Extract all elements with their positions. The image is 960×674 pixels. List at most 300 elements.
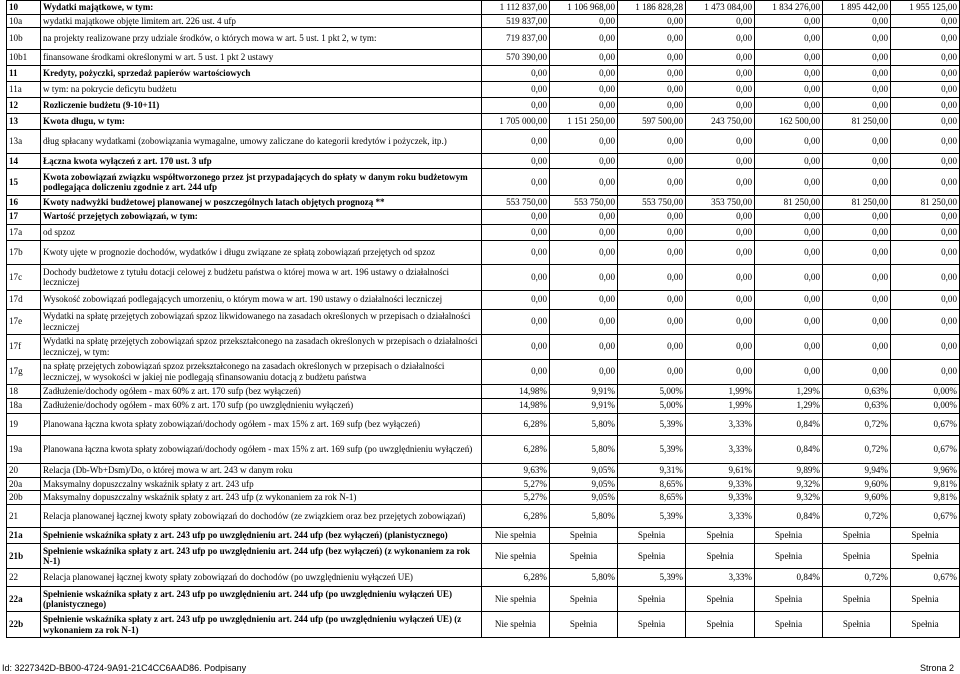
value-cell: 0,00 <box>482 98 550 114</box>
value-cell: 0,00 <box>550 154 618 169</box>
value-cell: 0,00 <box>823 359 891 384</box>
row-description: Wydatki na spłatę przejętych zobowiązań spzoz przekształconego na zasadach określonych w przepisach o działalności leczniczej, w tym: <box>41 334 482 359</box>
value-cell: 0,00 <box>686 130 755 154</box>
row-number: 19a <box>7 435 41 463</box>
value-cell: 9,60% <box>823 477 891 491</box>
value-cell: 0,00 <box>550 309 618 334</box>
value-cell: 9,96% <box>891 463 960 477</box>
value-cell: 0,00 <box>891 264 960 290</box>
value-cell: Spełnia <box>891 587 960 612</box>
value-cell: 0,00 <box>550 98 618 114</box>
value-cell: 553 750,00 <box>482 196 550 210</box>
table-row <box>7 264 960 290</box>
value-cell: 0,00 <box>482 224 550 240</box>
row-description: Relacja (Db-Wb+Dsm)/Do, o której mowa w art. 243 w danym roku <box>41 463 482 477</box>
value-cell: 0,00 <box>550 66 618 82</box>
value-cell: 0,00 <box>482 169 550 196</box>
row-number: 13 <box>7 114 41 130</box>
row-number: 20b <box>7 491 41 505</box>
value-cell: 0,00 <box>823 224 891 240</box>
value-cell: 0,00 <box>482 209 550 224</box>
value-cell: 0,00 <box>686 359 755 384</box>
value-cell: 9,05% <box>550 491 618 505</box>
value-cell: 0,00 <box>891 209 960 224</box>
value-cell: 0,00 <box>755 359 823 384</box>
value-cell: 0,00 <box>618 264 686 290</box>
value-cell: 0,00 <box>550 82 618 98</box>
value-cell: 0,00 <box>891 224 960 240</box>
value-cell: Spełnia <box>891 612 960 638</box>
row-number: 10 <box>7 1 41 15</box>
table-row <box>7 66 960 82</box>
value-cell: 0,00 <box>891 359 960 384</box>
value-cell: 0,72% <box>823 413 891 435</box>
value-cell: 0,00 <box>550 28 618 50</box>
table-row <box>7 240 960 264</box>
table-row <box>7 309 960 334</box>
value-cell: 5,27% <box>482 477 550 491</box>
document-id-footer: Id: 3227342D-BB00-4724-9A91-21C4CC6AAD86. Podpisany <box>2 663 247 673</box>
value-cell: Spełnia <box>618 528 686 544</box>
value-cell: 0,00 <box>755 50 823 66</box>
value-cell: 553 750,00 <box>550 196 618 210</box>
value-cell: 6,28% <box>482 435 550 463</box>
value-cell: 0,00 <box>823 130 891 154</box>
table-row <box>7 209 960 224</box>
value-cell: 81 250,00 <box>823 196 891 210</box>
value-cell: 1 151 250,00 <box>550 114 618 130</box>
row-description: Spełnienie wskaźnika spłaty z art. 243 ufp po uwzględnieniu art. 244 ufp (po uwzględnieniu wyłączeń UE) (z wykonaniem za rok N-1) <box>41 612 482 638</box>
table-row <box>7 587 960 612</box>
value-cell: 1 895 442,00 <box>823 1 891 15</box>
value-cell: 0,00 <box>755 290 823 309</box>
value-cell: 0,84% <box>755 413 823 435</box>
value-cell: 0,00 <box>618 209 686 224</box>
row-description: Spełnienie wskaźnika spłaty z art. 243 ufp po uwzględnieniu art. 244 ufp (po uwzględnieniu wyłączeń UE) (planistycznego) <box>41 587 482 612</box>
value-cell: 597 500,00 <box>618 114 686 130</box>
value-cell: 0,00 <box>686 290 755 309</box>
value-cell: Spełnia <box>891 544 960 569</box>
value-cell: 0,63% <box>823 398 891 413</box>
row-number: 17f <box>7 334 41 359</box>
value-cell: Spełnia <box>686 528 755 544</box>
value-cell: 570 390,00 <box>482 50 550 66</box>
row-description: w tym: na pokrycie deficytu budżetu <box>41 82 482 98</box>
value-cell: 1,99% <box>686 398 755 413</box>
value-cell: 0,00 <box>686 224 755 240</box>
value-cell: 0,00 <box>823 98 891 114</box>
value-cell: 0,84% <box>755 569 823 587</box>
value-cell: Spełnia <box>686 612 755 638</box>
value-cell: 0,00 <box>686 98 755 114</box>
value-cell: 0,00 <box>891 98 960 114</box>
value-cell: 0,00 <box>686 264 755 290</box>
value-cell: 0,00 <box>482 309 550 334</box>
value-cell: 0,84% <box>755 435 823 463</box>
value-cell: 0,00 <box>686 334 755 359</box>
value-cell: 0,00 <box>482 290 550 309</box>
value-cell: 1,99% <box>686 384 755 398</box>
row-description: Łączna kwota wyłączeń z art. 170 ust. 3 ufp <box>41 154 482 169</box>
row-description: wydatki majątkowe objęte limitem art. 226 ust. 4 ufp <box>41 14 482 28</box>
row-number: 20 <box>7 463 41 477</box>
value-cell: 9,32% <box>755 477 823 491</box>
row-number: 22 <box>7 569 41 587</box>
value-cell: 0,00 <box>823 290 891 309</box>
value-cell: 0,67% <box>891 435 960 463</box>
row-number: 19 <box>7 413 41 435</box>
table-row <box>7 98 960 114</box>
row-number: 12 <box>7 98 41 114</box>
value-cell: 0,00 <box>686 169 755 196</box>
value-cell: 0,00 <box>755 209 823 224</box>
value-cell: 0,00 <box>755 98 823 114</box>
value-cell: 0,00 <box>482 334 550 359</box>
row-number: 20a <box>7 477 41 491</box>
value-cell: 9,05% <box>550 477 618 491</box>
value-cell: Spełnia <box>755 544 823 569</box>
value-cell: 0,00 <box>618 82 686 98</box>
table-row <box>7 398 960 413</box>
value-cell: Spełnia <box>891 528 960 544</box>
row-description: Maksymalny dopuszczalny wskaźnik spłaty z art. 243 ufp <box>41 477 482 491</box>
value-cell: 0,00 <box>482 66 550 82</box>
value-cell: 0,00 <box>618 50 686 66</box>
value-cell: 9,60% <box>823 491 891 505</box>
value-cell: 0,00 <box>755 28 823 50</box>
value-cell: 81 250,00 <box>755 196 823 210</box>
value-cell: 9,81% <box>891 491 960 505</box>
row-description: finansowane środkami określonymi w art. 5 ust. 1 pkt 2 ustawy <box>41 50 482 66</box>
value-cell: 353 750,00 <box>686 196 755 210</box>
row-number: 17d <box>7 290 41 309</box>
value-cell: 0,00 <box>755 264 823 290</box>
table-row <box>7 50 960 66</box>
value-cell: 1 112 837,00 <box>482 1 550 15</box>
value-cell: 0,67% <box>891 505 960 528</box>
value-cell: Nie spełnia <box>482 528 550 544</box>
value-cell: 0,00 <box>823 66 891 82</box>
value-cell: 0,00 <box>482 264 550 290</box>
value-cell: 0,00 <box>686 66 755 82</box>
row-description: Kwota długu, w tym: <box>41 114 482 130</box>
financial-forecast-table <box>6 0 960 638</box>
value-cell: 9,33% <box>686 477 755 491</box>
value-cell: 0,00 <box>550 240 618 264</box>
value-cell: 553 750,00 <box>618 196 686 210</box>
value-cell: 1,29% <box>755 384 823 398</box>
value-cell: 5,80% <box>550 505 618 528</box>
value-cell: 1 705 000,00 <box>482 114 550 130</box>
value-cell: 0,00 <box>618 130 686 154</box>
table-row <box>7 196 960 210</box>
value-cell: 5,39% <box>618 435 686 463</box>
value-cell: 0,00 <box>755 334 823 359</box>
value-cell: 0,00 <box>686 209 755 224</box>
value-cell: 0,00 <box>755 154 823 169</box>
value-cell: 0,00 <box>550 334 618 359</box>
value-cell: 3,33% <box>686 435 755 463</box>
table-row <box>7 359 960 384</box>
value-cell: 0,00 <box>618 290 686 309</box>
row-description: dług spłacany wydatkami (zobowiązania wymagalne, umowy zaliczane do kategorii kredytów i pożyczek, itp.) <box>41 130 482 154</box>
value-cell: 1 955 125,00 <box>891 1 960 15</box>
row-number: 17 <box>7 209 41 224</box>
row-number: 22a <box>7 587 41 612</box>
table-row <box>7 28 960 50</box>
table-row <box>7 154 960 169</box>
table-row <box>7 1 960 15</box>
value-cell: 8,65% <box>618 477 686 491</box>
value-cell: 0,00 <box>755 82 823 98</box>
value-cell: 0,00 <box>891 130 960 154</box>
value-cell: 0,84% <box>755 505 823 528</box>
value-cell: 0,00 <box>891 290 960 309</box>
value-cell: 0,00 <box>482 154 550 169</box>
row-number: 10a <box>7 14 41 28</box>
table-row <box>7 169 960 196</box>
table-row <box>7 82 960 98</box>
row-number: 17a <box>7 224 41 240</box>
row-description: Kredyty, pożyczki, sprzedaż papierów wartościowych <box>41 66 482 82</box>
value-cell: 0,00 <box>891 169 960 196</box>
row-description: Wydatki na spłatę przejętych zobowiązań spzoz likwidowanego na zasadach określonych w przepisach o działalności leczniczej <box>41 309 482 334</box>
row-description: Kwoty ujęte w prognozie dochodów, wydatków i długu związane ze spłatą zobowiązań przejętych od spzoz <box>41 240 482 264</box>
row-number: 17e <box>7 309 41 334</box>
value-cell: 1 473 084,00 <box>686 1 755 15</box>
value-cell: 3,33% <box>686 413 755 435</box>
value-cell: 0,00 <box>891 114 960 130</box>
value-cell: 0,00 <box>686 240 755 264</box>
value-cell: 81 250,00 <box>891 196 960 210</box>
row-number: 14 <box>7 154 41 169</box>
row-number: 21b <box>7 544 41 569</box>
value-cell: 719 837,00 <box>482 28 550 50</box>
table-row <box>7 334 960 359</box>
value-cell: 0,00 <box>686 28 755 50</box>
row-description: Wysokość zobowiązań podlegających umorzeniu, o którym mowa w art. 190 ustawy o działalności leczniczej <box>41 290 482 309</box>
value-cell: 0,72% <box>823 435 891 463</box>
value-cell: 0,00 <box>823 154 891 169</box>
value-cell: 14,98% <box>482 398 550 413</box>
value-cell: 0,00 <box>618 240 686 264</box>
value-cell: 5,00% <box>618 398 686 413</box>
row-description: Planowana łączna kwota spłaty zobowiązań/dochody ogółem - max 15% z art. 169 sufp (bez wyłączeń) <box>41 413 482 435</box>
value-cell: 5,39% <box>618 413 686 435</box>
value-cell: 0,00 <box>823 28 891 50</box>
value-cell: Spełnia <box>823 544 891 569</box>
value-cell: 81 250,00 <box>823 114 891 130</box>
table-row <box>7 413 960 435</box>
value-cell: 0,00 <box>755 224 823 240</box>
value-cell: 0,00 <box>618 154 686 169</box>
value-cell: Spełnia <box>823 612 891 638</box>
table-row <box>7 528 960 544</box>
value-cell: 9,61% <box>686 463 755 477</box>
value-cell: 0,00 <box>755 14 823 28</box>
value-cell: 0,00 <box>891 50 960 66</box>
value-cell: 0,00 <box>823 240 891 264</box>
value-cell: 0,67% <box>891 569 960 587</box>
value-cell: 0,00 <box>823 264 891 290</box>
row-number: 21a <box>7 528 41 544</box>
table-row <box>7 569 960 587</box>
row-number: 16 <box>7 196 41 210</box>
row-number: 18a <box>7 398 41 413</box>
value-cell: 0,00 <box>618 66 686 82</box>
row-number: 21 <box>7 505 41 528</box>
value-cell: 0,00 <box>550 290 618 309</box>
value-cell: 0,00 <box>891 309 960 334</box>
value-cell: 9,91% <box>550 398 618 413</box>
value-cell: Spełnia <box>550 528 618 544</box>
value-cell: 0,00 <box>823 169 891 196</box>
value-cell: 0,72% <box>823 505 891 528</box>
value-cell: 0,00 <box>686 50 755 66</box>
value-cell: 0,00 <box>891 154 960 169</box>
table-body <box>7 1 960 638</box>
value-cell: 0,00 <box>823 209 891 224</box>
value-cell: 0,00 <box>823 14 891 28</box>
row-description: Wydatki majątkowe, w tym: <box>41 1 482 15</box>
row-number: 17g <box>7 359 41 384</box>
value-cell: Spełnia <box>618 587 686 612</box>
value-cell: 0,00 <box>618 98 686 114</box>
value-cell: 0,00 <box>823 50 891 66</box>
table-row <box>7 463 960 477</box>
value-cell: 3,33% <box>686 569 755 587</box>
table-row <box>7 477 960 491</box>
value-cell: 5,39% <box>618 569 686 587</box>
value-cell: 0,00 <box>482 359 550 384</box>
table-row <box>7 612 960 638</box>
value-cell: 0,00 <box>482 130 550 154</box>
value-cell: 0,00 <box>482 82 550 98</box>
value-cell: 9,33% <box>686 491 755 505</box>
row-number: 15 <box>7 169 41 196</box>
table-row <box>7 491 960 505</box>
value-cell: 0,00 <box>823 82 891 98</box>
value-cell: Nie spełnia <box>482 544 550 569</box>
value-cell: 9,31% <box>618 463 686 477</box>
value-cell: 0,67% <box>891 413 960 435</box>
value-cell: 0,00 <box>550 224 618 240</box>
value-cell: Spełnia <box>686 544 755 569</box>
row-number: 11 <box>7 66 41 82</box>
table-row <box>7 544 960 569</box>
value-cell: 9,91% <box>550 384 618 398</box>
row-number: 18 <box>7 384 41 398</box>
table-row <box>7 130 960 154</box>
value-cell: 14,98% <box>482 384 550 398</box>
value-cell: Spełnia <box>686 587 755 612</box>
value-cell: 8,65% <box>618 491 686 505</box>
value-cell: 0,00 <box>891 82 960 98</box>
value-cell: Spełnia <box>550 612 618 638</box>
row-description: Wartość przejętych zobowiązań, w tym: <box>41 209 482 224</box>
table-row <box>7 114 960 130</box>
row-description: Planowana łączna kwota spłaty zobowiązań/dochody ogółem - max 15% z art. 169 sufp (po uwzględnieniu wyłączeń) <box>41 435 482 463</box>
value-cell: 0,00 <box>550 14 618 28</box>
value-cell: 0,00 <box>482 240 550 264</box>
row-description: Maksymalny dopuszczalny wskaźnik spłaty z art. 243 ufp (z wykonaniem za rok N-1) <box>41 491 482 505</box>
value-cell: 9,32% <box>755 491 823 505</box>
table-row <box>7 505 960 528</box>
value-cell: 9,63% <box>482 463 550 477</box>
value-cell: 0,00 <box>618 309 686 334</box>
value-cell: 0,72% <box>823 569 891 587</box>
row-number: 10b1 <box>7 50 41 66</box>
row-description: Zadłużenie/dochody ogółem - max 60% z art. 170 sufp (bez wyłączeń) <box>41 384 482 398</box>
value-cell: 0,00 <box>755 130 823 154</box>
value-cell: 0,00 <box>686 14 755 28</box>
value-cell: Spełnia <box>755 587 823 612</box>
row-number: 22b <box>7 612 41 638</box>
table-row <box>7 290 960 309</box>
value-cell: 0,63% <box>823 384 891 398</box>
value-cell: Spełnia <box>823 587 891 612</box>
value-cell: 0,00 <box>755 66 823 82</box>
row-description: Relacja planowanej łącznej kwoty spłaty zobowiązań do dochodów (ze związkiem oraz bez przejętych zobowiązań) <box>41 505 482 528</box>
row-number: 17c <box>7 264 41 290</box>
value-cell: 5,39% <box>618 505 686 528</box>
value-cell: Nie spełnia <box>482 587 550 612</box>
value-cell: 519 837,00 <box>482 14 550 28</box>
value-cell: Spełnia <box>618 612 686 638</box>
row-number: 13a <box>7 130 41 154</box>
value-cell: 0,00 <box>618 14 686 28</box>
value-cell: 0,00 <box>891 66 960 82</box>
table-row <box>7 384 960 398</box>
value-cell: 0,00 <box>891 240 960 264</box>
value-cell: 0,00 <box>618 28 686 50</box>
row-description: Kwota zobowiązań związku współtworzonego przez jst przypadających do spłaty w danym roku budżetowym podlegająca doliczeniu zgodnie z art. 244 ufp <box>41 169 482 196</box>
value-cell: 0,00 <box>823 309 891 334</box>
value-cell: 6,28% <box>482 413 550 435</box>
value-cell: Spełnia <box>550 544 618 569</box>
value-cell: 5,80% <box>550 435 618 463</box>
value-cell: 5,80% <box>550 413 618 435</box>
value-cell: Spełnia <box>755 612 823 638</box>
row-number: 11a <box>7 82 41 98</box>
value-cell: 1 106 968,00 <box>550 1 618 15</box>
value-cell: 0,00 <box>618 224 686 240</box>
value-cell: 0,00 <box>618 359 686 384</box>
value-cell: Spełnia <box>550 587 618 612</box>
value-cell: 0,00 <box>550 209 618 224</box>
value-cell: 0,00% <box>891 384 960 398</box>
value-cell: 9,94% <box>823 463 891 477</box>
row-description: od spzoz <box>41 224 482 240</box>
value-cell: 0,00 <box>686 309 755 334</box>
value-cell: 9,89% <box>755 463 823 477</box>
value-cell: 0,00 <box>891 28 960 50</box>
row-description: na spłatę przejętych zobowiązań spzoz przekształconego na zasadach określonych w przepisach o działalności leczniczej, w wysokości w jakiej nie podlegają sfinansowaniu dotacją z budżetu państwa <box>41 359 482 384</box>
value-cell: 1 834 276,00 <box>755 1 823 15</box>
page-number: Strona 2 <box>919 663 954 673</box>
value-cell: 0,00 <box>755 309 823 334</box>
value-cell: 0,00 <box>550 169 618 196</box>
value-cell: 0,00 <box>755 240 823 264</box>
value-cell: 0,00 <box>550 264 618 290</box>
value-cell: 162 500,00 <box>755 114 823 130</box>
value-cell: 0,00 <box>686 82 755 98</box>
value-cell: 9,05% <box>550 463 618 477</box>
table-row <box>7 435 960 463</box>
row-description: Spełnienie wskaźnika spłaty z art. 243 ufp po uwzględnieniu art. 244 ufp (bez wyłączeń) (planistycznego) <box>41 528 482 544</box>
value-cell: 5,27% <box>482 491 550 505</box>
value-cell: Spełnia <box>618 544 686 569</box>
